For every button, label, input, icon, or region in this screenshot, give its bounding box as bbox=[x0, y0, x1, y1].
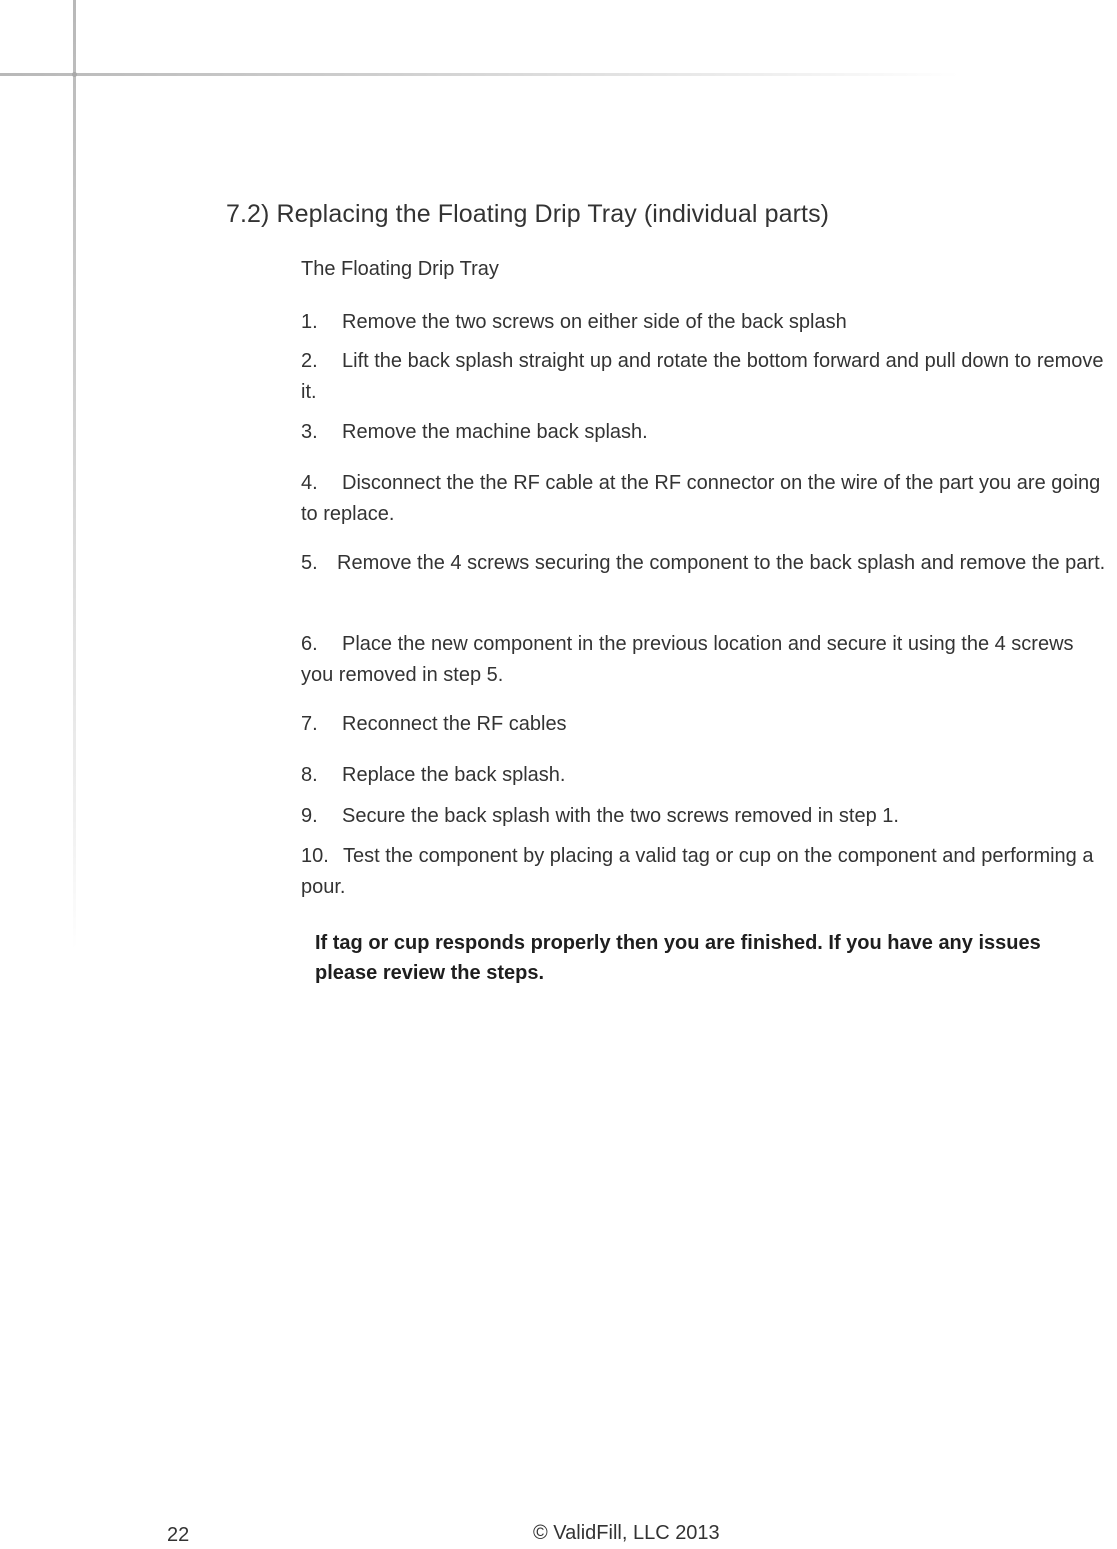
step-text: Reconnect the RF cables bbox=[342, 713, 567, 735]
copyright-notice: © ValidFill, LLC 2013 bbox=[533, 1522, 720, 1544]
step-text: Replace the back splash. bbox=[342, 764, 566, 786]
list-item bbox=[301, 709, 1111, 740]
section-title: 7.2) Replacing the Floating Drip Tray (individual parts) bbox=[226, 200, 830, 228]
list-item bbox=[301, 629, 1111, 691]
completion-note: If tag or cup responds properly then you are finished. If you have any issues please review the steps. bbox=[315, 932, 1041, 984]
step-number: 9. bbox=[301, 805, 318, 827]
list-item bbox=[301, 548, 1111, 579]
step-text: Disconnect the the RF cable at the RF connector on the wire of the part you are going to replace. bbox=[301, 472, 1101, 525]
step-number: 1. bbox=[301, 311, 318, 333]
step-number: 7. bbox=[301, 713, 318, 735]
list-item bbox=[301, 346, 1111, 408]
step-text: Secure the back splash with the two screws removed in step 1. bbox=[342, 805, 899, 827]
list-item bbox=[301, 801, 1111, 832]
step-number: 8. bbox=[301, 764, 318, 786]
list-item bbox=[301, 841, 1111, 903]
section-subtitle: The Floating Drip Tray bbox=[301, 258, 499, 280]
list-item bbox=[301, 307, 1111, 338]
step-text: Remove the 4 screws securing the component to the back splash and remove the part. bbox=[337, 552, 1106, 574]
list-item bbox=[301, 468, 1111, 530]
step-text: Remove the two screws on either side of the back splash bbox=[342, 311, 847, 333]
step-text: Place the new component in the previous location and secure it using the 4 screws you removed in step 5. bbox=[301, 633, 1074, 686]
step-number: 3. bbox=[301, 421, 318, 443]
list-item bbox=[301, 417, 1111, 448]
step-number: 10. bbox=[301, 845, 329, 867]
list-item bbox=[301, 760, 1111, 791]
page-frame-vertical-rule bbox=[73, 0, 76, 950]
step-number: 2. bbox=[301, 350, 318, 372]
step-text: Remove the machine back splash. bbox=[342, 421, 648, 443]
page-frame-horizontal-rule bbox=[0, 73, 960, 76]
step-text: Lift the back splash straight up and rotate the bottom forward and pull down to remove it. bbox=[301, 350, 1104, 403]
page-number: 22 bbox=[167, 1524, 190, 1546]
step-text: Test the component by placing a valid tag or cup on the component and performing a pour. bbox=[301, 845, 1094, 898]
page-frame-corner-marker bbox=[72, 72, 77, 77]
step-number: 5. bbox=[301, 552, 318, 574]
step-number: 6. bbox=[301, 633, 318, 655]
step-number: 4. bbox=[301, 472, 318, 494]
